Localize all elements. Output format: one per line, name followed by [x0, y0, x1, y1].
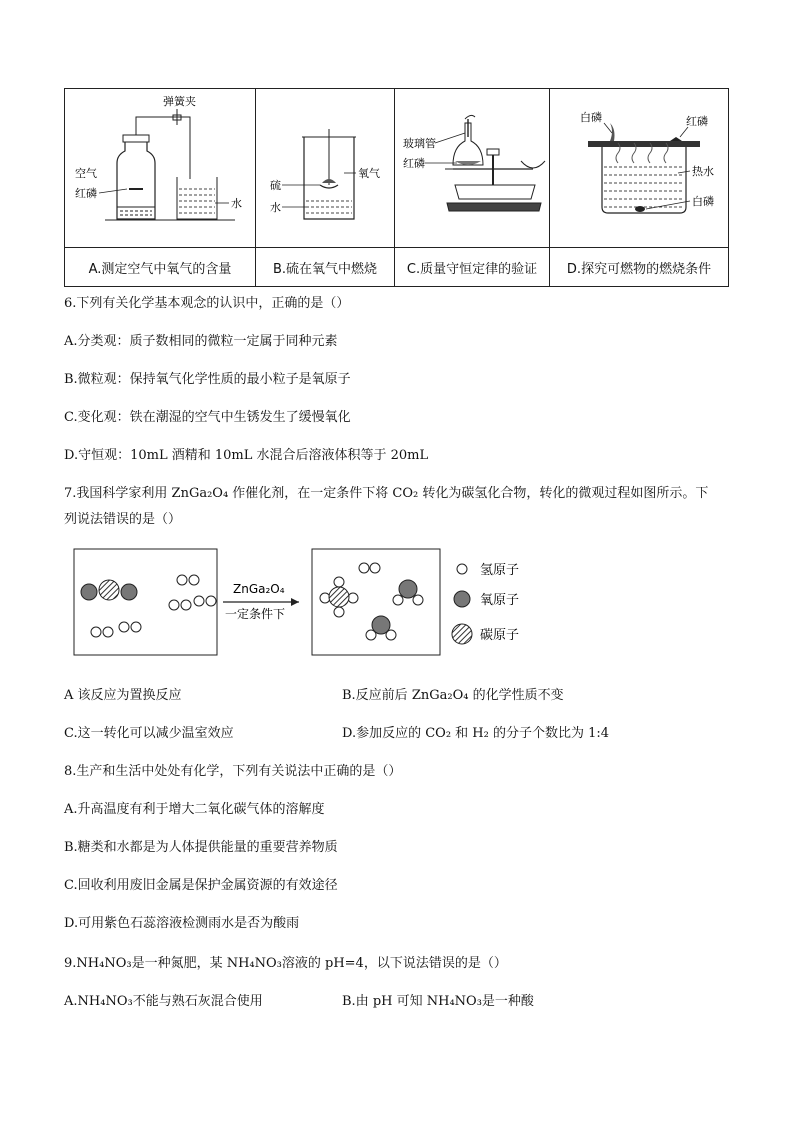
- q6-stem: 6.下列有关化学基本观念的认识中，正确的是（）: [64, 296, 350, 311]
- mass-conservation-balance-diagram: [395, 89, 548, 243]
- white-phosphorus-bottom-label: 白磷: [692, 195, 714, 208]
- condition-label: 一定条件下: [225, 607, 286, 621]
- q6-option-b: B.微粒观：保持氧气化学性质的最小粒子是氧原子: [64, 372, 351, 387]
- atom-legend: [450, 555, 570, 655]
- oxygen-content-apparatus-diagram: [65, 89, 254, 243]
- hot-water-label: 热水: [692, 165, 714, 178]
- oxygen-label: 氧气: [358, 167, 380, 180]
- q9-option-a: A.NH₄NO₃不能与熟石灰混合使用: [64, 994, 263, 1009]
- experiment-figure-table: [64, 88, 729, 287]
- catalyst-label: ZnGa₂O₄: [233, 582, 285, 596]
- caption-b: B.硫在氧气中燃烧: [256, 248, 395, 287]
- hydrogen-atom-icon: [457, 564, 467, 574]
- product-hydrogen-molecule: [359, 563, 380, 573]
- sulfur-label: 硫: [270, 179, 281, 192]
- q7-stem-line1: 7.我国科学家利用 ZnGa₂O₄ 作催化剂，在一定条件下将 CO₂ 转化为碳氢化合物，转化的微观过程如图所示。下: [64, 486, 709, 501]
- co2-molecule: [81, 580, 137, 600]
- q7-option-b: B.反应前后 ZnGa₂O₄ 的化学性质不变: [342, 688, 564, 703]
- q7-option-c: C.这一转化可以减少温室效应: [64, 726, 234, 741]
- figure-a-cell: [65, 89, 256, 248]
- q7-stem-line2: 列说法错误的是（）: [64, 512, 182, 527]
- glass-tube-label: 玻璃管: [403, 137, 436, 150]
- legend-hydrogen: 氢原子: [480, 563, 520, 578]
- clamp-label: 弹簧夹: [163, 95, 196, 108]
- q7-option-a: A 该反应为置换反应: [64, 688, 182, 703]
- red-phosphorus-label-d: 红磷: [686, 115, 708, 128]
- q8-stem: 8.生产和生活中处处有化学，下列有关说法中正确的是（）: [64, 764, 402, 779]
- q8-option-c: C.回收利用废旧金属是保护金属资源的有效途径: [64, 878, 338, 893]
- water-label-b: 水: [270, 201, 281, 214]
- q6-option-a: A.分类观：质子数相同的微粒一定属于同种元素: [64, 334, 338, 349]
- caption-c: C.质量守恒定律的验证: [395, 248, 550, 287]
- q6-option-d: D.守恒观：10mL 酒精和 10mL 水混合后溶液体积等于 20mL: [64, 448, 429, 463]
- caption-d: D.探究可燃物的燃烧条件: [550, 248, 729, 287]
- q9-stem: 9.NH₄NO₃是一种氮肥，某 NH₄NO₃溶液的 pH=4，以下说法错误的是（）: [64, 956, 507, 971]
- sulfur-burning-diagram: [256, 89, 393, 243]
- caption-a: A.测定空气中氧气的含量: [65, 248, 256, 287]
- white-phosphorus-top-label: 白磷: [580, 111, 602, 124]
- water-molecule-2: [366, 616, 396, 640]
- q8-option-d: D.可用紫色石蕊溶液检测雨水是否为酸雨: [64, 916, 300, 931]
- q9-option-b: B.由 pH 可知 NH₄NO₃是一种酸: [342, 994, 534, 1009]
- combustion-conditions-diagram: [550, 89, 727, 243]
- water-molecule-1: [393, 580, 423, 605]
- figure-d-cell: [550, 89, 729, 248]
- q7-option-d: D.参加反应的 CO₂ 和 H₂ 的分子个数比为 1:4: [342, 726, 610, 741]
- red-phosphorus-label-c: 红磷: [403, 157, 425, 170]
- figure-c-cell: [395, 89, 550, 248]
- q8-option-b: B.糖类和水都是为人体提供能量的重要营养物质: [64, 840, 338, 855]
- carbon-atom-icon: [452, 624, 472, 644]
- red-phosphorus-label: 红磷: [75, 187, 97, 200]
- methane-molecule: [320, 577, 358, 617]
- legend-carbon: 碳原子: [480, 628, 520, 643]
- legend-oxygen: 氧原子: [480, 593, 520, 608]
- q8-option-a: A.升高温度有利于增大二氧化碳气体的溶解度: [64, 802, 325, 817]
- water-label: 水: [231, 197, 242, 210]
- oxygen-atom-icon: [454, 591, 470, 607]
- q6-option-c: C.变化观：铁在潮湿的空气中生锈发生了缓慢氧化: [64, 410, 351, 425]
- figure-b-cell: [256, 89, 395, 248]
- air-label: 空气: [75, 167, 97, 180]
